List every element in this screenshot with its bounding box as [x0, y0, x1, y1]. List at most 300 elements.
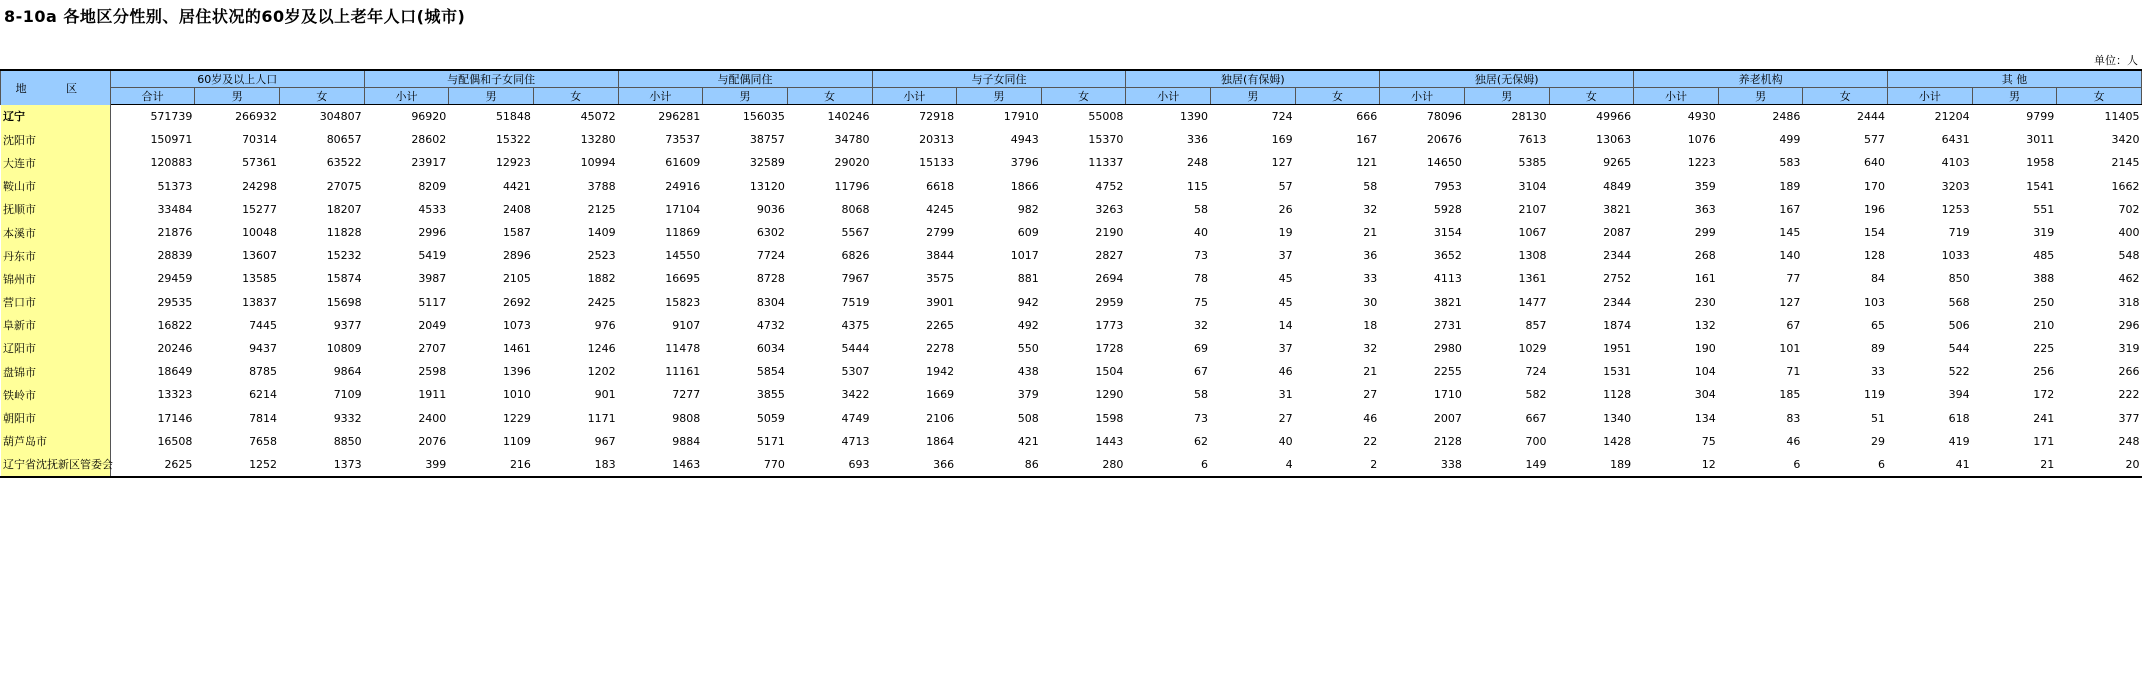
value-cell: 3821: [1433, 295, 1462, 309]
value-cell: 34780: [834, 133, 870, 147]
value-cell: 770: [703, 453, 788, 477]
value-cell: 5171: [756, 434, 785, 448]
value-cell: 2996: [418, 226, 447, 240]
region-name-cell: 沈阳市: [1, 128, 111, 151]
value-cell: 30: [1363, 295, 1378, 309]
value-cell: 976: [594, 318, 616, 332]
table-row: [1, 383, 2142, 406]
value-cell: 73: [1194, 411, 1209, 425]
value-cell: 115: [1187, 179, 1209, 193]
value-cell: 2190: [1095, 226, 1124, 240]
value-cell: 582: [1525, 388, 1547, 402]
group-header: 60岁及以上人口: [110, 70, 364, 88]
value-cell: 3104: [1518, 179, 1547, 193]
value-cell: 127: [1779, 295, 1801, 309]
value-cell: 568: [1948, 295, 1970, 309]
value-cell: 222: [2118, 388, 2140, 402]
value-cell: 400: [2118, 226, 2140, 240]
value-cell: 1587: [502, 226, 531, 240]
value-cell: 10048: [242, 226, 278, 240]
value-cell: 15874: [326, 272, 362, 286]
value-cell: 21: [1363, 226, 1378, 240]
value-cell: 256: [2033, 365, 2055, 379]
value-cell: 28130: [1511, 110, 1547, 124]
value-cell: 1874: [1603, 318, 1632, 332]
value-cell: 36: [1363, 249, 1378, 263]
value-cell: 2344: [1603, 295, 1632, 309]
value-cell: 8209: [418, 179, 447, 193]
value-cell: 167: [1356, 133, 1378, 147]
value-cell: 9864: [333, 365, 362, 379]
value-cell: 29020: [834, 156, 870, 170]
value-cell: 189: [1779, 179, 1801, 193]
value-cell: 14: [1278, 318, 1293, 332]
region-header: 地 区: [1, 70, 111, 105]
value-cell: 225: [2033, 341, 2055, 355]
value-cell: 32589: [749, 156, 785, 170]
value-cell: 6: [1126, 453, 1211, 477]
value-cell: 1109: [502, 434, 531, 448]
value-cell: 4849: [1603, 179, 1632, 193]
value-cell: 388: [2033, 272, 2055, 286]
value-cell: 61609: [665, 156, 701, 170]
value-cell: 5117: [418, 295, 447, 309]
value-cell: 2128: [1433, 434, 1462, 448]
value-cell: 499: [1779, 133, 1801, 147]
value-cell: 216: [449, 453, 534, 477]
region-name-cell: 本溪市: [1, 221, 111, 244]
table-row: [1, 128, 2142, 151]
value-cell: 1029: [1518, 341, 1547, 355]
value-cell: 7277: [672, 388, 701, 402]
value-cell: 3788: [587, 179, 616, 193]
value-cell: 12: [1634, 453, 1719, 477]
table-row: [1, 360, 2142, 383]
value-cell: 248: [2118, 434, 2140, 448]
table-row: [1, 453, 2142, 477]
sub-header: 男: [703, 88, 788, 105]
value-cell: 46: [1278, 365, 1293, 379]
value-cell: 167: [1779, 202, 1801, 216]
value-cell: 65: [1871, 318, 1886, 332]
group-header: 与子女同住: [872, 70, 1126, 88]
value-cell: 29459: [157, 272, 193, 286]
value-cell: 318: [2118, 295, 2140, 309]
value-cell: 700: [1525, 434, 1547, 448]
value-cell: 230: [1694, 295, 1716, 309]
value-cell: 3901: [926, 295, 955, 309]
value-cell: 319: [2033, 226, 2055, 240]
value-cell: 1531: [1603, 365, 1632, 379]
value-cell: 183: [533, 453, 618, 477]
value-cell: 10994: [580, 156, 616, 170]
value-cell: 29: [1871, 434, 1886, 448]
value-cell: 571739: [150, 110, 193, 124]
page-title: 8-10a 各地区分性别、居住状况的60岁及以上老年人口(城市): [4, 7, 466, 26]
value-cell: 2125: [587, 202, 616, 216]
value-cell: 1229: [502, 411, 531, 425]
sub-header: 男: [1972, 88, 2057, 105]
value-cell: 462: [2118, 272, 2140, 286]
region-name-cell: 葫芦岛市: [1, 430, 111, 453]
value-cell: 170: [1864, 179, 1886, 193]
sub-header: 女: [1803, 88, 1888, 105]
data-table-container: [0, 69, 2142, 478]
value-cell: 5928: [1433, 202, 1462, 216]
table-row: [1, 221, 2142, 244]
value-cell: 1477: [1518, 295, 1547, 309]
sub-header: 女: [280, 88, 365, 105]
value-cell: 1598: [1095, 411, 1124, 425]
value-cell: 280: [1041, 453, 1126, 477]
value-cell: 51373: [157, 179, 193, 193]
population-table: [0, 69, 2142, 478]
value-cell: 4713: [841, 434, 870, 448]
value-cell: 5307: [841, 365, 870, 379]
group-header: 独居(无保姆): [1380, 70, 1634, 88]
value-cell: 241: [2033, 411, 2055, 425]
value-cell: 2799: [926, 226, 955, 240]
value-cell: 62: [1194, 434, 1209, 448]
value-cell: 5854: [756, 365, 785, 379]
value-cell: 2087: [1603, 226, 1632, 240]
value-cell: 2486: [1772, 110, 1801, 124]
value-cell: 1443: [1095, 434, 1124, 448]
value-cell: 2145: [2111, 156, 2140, 170]
value-cell: 7109: [333, 388, 362, 402]
value-cell: 609: [1017, 226, 1039, 240]
value-cell: 2107: [1518, 202, 1547, 216]
value-cell: 2265: [926, 318, 955, 332]
sub-header: 男: [195, 88, 280, 105]
value-cell: 57: [1278, 179, 1293, 193]
value-cell: 508: [1017, 411, 1039, 425]
value-cell: 128: [1864, 249, 1886, 263]
value-cell: 72918: [919, 110, 955, 124]
value-cell: 942: [1017, 295, 1039, 309]
value-cell: 15698: [326, 295, 362, 309]
value-cell: 421: [1017, 434, 1039, 448]
sub-header: 男: [1718, 88, 1803, 105]
value-cell: 104: [1694, 365, 1716, 379]
value-cell: 27: [1363, 388, 1378, 402]
value-cell: 32: [1194, 318, 1209, 332]
value-cell: 119: [1864, 388, 1886, 402]
value-cell: 172: [2033, 388, 2055, 402]
value-cell: 71: [1786, 365, 1801, 379]
value-cell: 32: [1363, 202, 1378, 216]
value-cell: 1409: [587, 226, 616, 240]
table-row: [1, 105, 2142, 129]
value-cell: 3263: [1095, 202, 1124, 216]
value-cell: 1253: [1941, 202, 1970, 216]
value-cell: 4245: [926, 202, 955, 216]
value-cell: 338: [1380, 453, 1465, 477]
value-cell: 22: [1363, 434, 1378, 448]
value-cell: 1308: [1518, 249, 1547, 263]
value-cell: 2444: [1857, 110, 1886, 124]
value-cell: 11161: [665, 365, 701, 379]
value-cell: 7814: [249, 411, 278, 425]
value-cell: 551: [2033, 202, 2055, 216]
value-cell: 693: [787, 453, 872, 477]
value-cell: 150971: [150, 133, 193, 147]
value-cell: 86: [957, 453, 1042, 477]
value-cell: 10809: [326, 341, 362, 355]
value-cell: 1911: [418, 388, 447, 402]
value-cell: 377: [2118, 411, 2140, 425]
value-cell: 6302: [756, 226, 785, 240]
value-cell: 15823: [665, 295, 701, 309]
value-cell: 2694: [1095, 272, 1124, 286]
value-cell: 1461: [502, 341, 531, 355]
value-cell: 2278: [926, 341, 955, 355]
value-cell: 17104: [665, 202, 701, 216]
value-cell: 1669: [926, 388, 955, 402]
value-cell: 1951: [1603, 341, 1632, 355]
value-cell: 9437: [249, 341, 278, 355]
region-name-cell: 营口市: [1, 291, 111, 314]
value-cell: 1773: [1095, 318, 1124, 332]
value-cell: 1010: [502, 388, 531, 402]
value-cell: 5419: [418, 249, 447, 263]
sub-header: 女: [2057, 88, 2142, 105]
value-cell: 2408: [502, 202, 531, 216]
value-cell: 57361: [242, 156, 278, 170]
value-cell: 1882: [587, 272, 616, 286]
value-cell: 8785: [249, 365, 278, 379]
value-cell: 9808: [672, 411, 701, 425]
value-cell: 156035: [742, 110, 785, 124]
value-cell: 399: [364, 453, 449, 477]
value-cell: 9107: [672, 318, 701, 332]
value-cell: 1171: [587, 411, 616, 425]
value-cell: 24916: [665, 179, 701, 193]
region-name-cell: 大连市: [1, 151, 111, 174]
value-cell: 73537: [665, 133, 701, 147]
value-cell: 3844: [926, 249, 955, 263]
value-cell: 1290: [1095, 388, 1124, 402]
value-cell: 45: [1278, 295, 1293, 309]
value-cell: 40: [1194, 226, 1209, 240]
sub-header: 小计: [1634, 88, 1719, 105]
value-cell: 83: [1786, 411, 1801, 425]
value-cell: 6826: [841, 249, 870, 263]
sub-header: 小计: [1126, 88, 1211, 105]
value-cell: 3575: [926, 272, 955, 286]
value-cell: 2400: [418, 411, 447, 425]
value-cell: 7519: [841, 295, 870, 309]
value-cell: 379: [1017, 388, 1039, 402]
value-cell: 2425: [587, 295, 616, 309]
value-cell: 6618: [926, 179, 955, 193]
value-cell: 96920: [411, 110, 447, 124]
value-cell: 3652: [1433, 249, 1462, 263]
value-cell: 296281: [658, 110, 701, 124]
value-cell: 1662: [2111, 179, 2140, 193]
value-cell: 8068: [841, 202, 870, 216]
value-cell: 544: [1948, 341, 1970, 355]
value-cell: 169: [1271, 133, 1293, 147]
value-cell: 58: [1194, 388, 1209, 402]
value-cell: 1463: [618, 453, 703, 477]
value-cell: 4943: [1010, 133, 1039, 147]
value-cell: 266932: [235, 110, 278, 124]
value-cell: 28602: [411, 133, 447, 147]
value-cell: 7613: [1518, 133, 1547, 147]
value-cell: 2980: [1433, 341, 1462, 355]
value-cell: 1866: [1010, 179, 1039, 193]
value-cell: 75: [1701, 434, 1716, 448]
sub-header: 女: [787, 88, 872, 105]
region-name-cell: 抚顺市: [1, 198, 111, 221]
sub-header: 女: [533, 88, 618, 105]
value-cell: 27075: [326, 179, 362, 193]
value-cell: 15277: [242, 202, 278, 216]
sub-header: 小计: [1380, 88, 1465, 105]
value-cell: 58: [1363, 179, 1378, 193]
value-cell: 850: [1948, 272, 1970, 286]
value-cell: 9884: [672, 434, 701, 448]
region-name-cell: 朝阳市: [1, 406, 111, 429]
value-cell: 2076: [418, 434, 447, 448]
value-cell: 6034: [756, 341, 785, 355]
sub-header: 男: [449, 88, 534, 105]
value-cell: 3796: [1010, 156, 1039, 170]
value-cell: 2692: [502, 295, 531, 309]
value-cell: 6431: [1941, 133, 1970, 147]
value-cell: 37: [1278, 249, 1293, 263]
value-cell: 1223: [1687, 156, 1716, 170]
value-cell: 881: [1017, 272, 1039, 286]
value-cell: 4749: [841, 411, 870, 425]
value-cell: 2: [1295, 453, 1380, 477]
value-cell: 28839: [157, 249, 193, 263]
value-cell: 21204: [1934, 110, 1970, 124]
value-cell: 51: [1871, 411, 1886, 425]
value-cell: 359: [1694, 179, 1716, 193]
value-cell: 78: [1194, 272, 1209, 286]
value-cell: 69: [1194, 341, 1209, 355]
value-cell: 319: [2118, 341, 2140, 355]
value-cell: 1033: [1941, 249, 1970, 263]
value-cell: 2344: [1603, 249, 1632, 263]
sub-header: 男: [957, 88, 1042, 105]
value-cell: 14650: [1426, 156, 1462, 170]
value-cell: 190: [1694, 341, 1716, 355]
value-cell: 548: [2118, 249, 2140, 263]
value-cell: 15370: [1088, 133, 1124, 147]
value-cell: 9265: [1603, 156, 1632, 170]
group-header: 与配偶同住: [618, 70, 872, 88]
value-cell: 1958: [2026, 156, 2055, 170]
value-cell: 1428: [1603, 434, 1632, 448]
value-cell: 14550: [665, 249, 701, 263]
value-cell: 49966: [1596, 110, 1632, 124]
value-cell: 299: [1694, 226, 1716, 240]
region-name-cell: 铁岭市: [1, 383, 111, 406]
value-cell: 857: [1525, 318, 1547, 332]
table-row: [1, 151, 2142, 174]
value-cell: 11405: [2104, 110, 2140, 124]
value-cell: 7967: [841, 272, 870, 286]
value-cell: 33: [1363, 272, 1378, 286]
value-cell: 4930: [1687, 110, 1716, 124]
value-cell: 7953: [1433, 179, 1462, 193]
value-cell: 73: [1194, 249, 1209, 263]
value-cell: 618: [1948, 411, 1970, 425]
group-header: 与配偶和子女同住: [364, 70, 618, 88]
value-cell: 4752: [1095, 179, 1124, 193]
value-cell: 75: [1194, 295, 1209, 309]
region-name-cell: 盘锦市: [1, 360, 111, 383]
value-cell: 250: [2033, 295, 2055, 309]
value-cell: 13120: [749, 179, 785, 193]
value-cell: 3987: [418, 272, 447, 286]
value-cell: 2523: [587, 249, 616, 263]
value-cell: 724: [1525, 365, 1547, 379]
value-cell: 185: [1779, 388, 1801, 402]
value-cell: 901: [594, 388, 616, 402]
value-cell: 2598: [418, 365, 447, 379]
value-cell: 8850: [333, 434, 362, 448]
value-cell: 12923: [495, 156, 531, 170]
value-cell: 17146: [157, 411, 193, 425]
value-cell: 304807: [319, 110, 362, 124]
value-cell: 13323: [157, 388, 193, 402]
value-cell: 3203: [1941, 179, 1970, 193]
value-cell: 8304: [756, 295, 785, 309]
value-cell: 46: [1363, 411, 1378, 425]
value-cell: 967: [594, 434, 616, 448]
value-cell: 103: [1864, 295, 1886, 309]
value-cell: 189: [1549, 453, 1634, 477]
value-cell: 4103: [1941, 156, 1970, 170]
value-cell: 121: [1356, 156, 1378, 170]
value-cell: 7724: [756, 249, 785, 263]
sub-header: 男: [1211, 88, 1296, 105]
value-cell: 2049: [418, 318, 447, 332]
value-cell: 145: [1779, 226, 1801, 240]
value-cell: 77: [1786, 272, 1801, 286]
value-cell: 1076: [1687, 133, 1716, 147]
sub-header: 女: [1549, 88, 1634, 105]
value-cell: 438: [1017, 365, 1039, 379]
value-cell: 80657: [326, 133, 362, 147]
value-cell: 3422: [841, 388, 870, 402]
table-row: [1, 430, 2142, 453]
value-cell: 29535: [157, 295, 193, 309]
value-cell: 394: [1948, 388, 1970, 402]
value-cell: 9377: [333, 318, 362, 332]
table-row: [1, 337, 2142, 360]
value-cell: 13585: [242, 272, 278, 286]
value-cell: 4533: [418, 202, 447, 216]
value-cell: 84: [1871, 272, 1886, 286]
value-cell: 2959: [1095, 295, 1124, 309]
value-cell: 27: [1278, 411, 1293, 425]
value-cell: 13280: [580, 133, 616, 147]
table-row: [1, 314, 2142, 337]
sub-header: 男: [1464, 88, 1549, 105]
sub-header: 小计: [872, 88, 957, 105]
value-cell: 16822: [157, 318, 193, 332]
value-cell: 5059: [756, 411, 785, 425]
region-name-cell: 辽宁省沈抚新区管委会: [1, 453, 111, 477]
value-cell: 1073: [502, 318, 531, 332]
value-cell: 11869: [665, 226, 701, 240]
value-cell: 21: [1972, 453, 2057, 477]
